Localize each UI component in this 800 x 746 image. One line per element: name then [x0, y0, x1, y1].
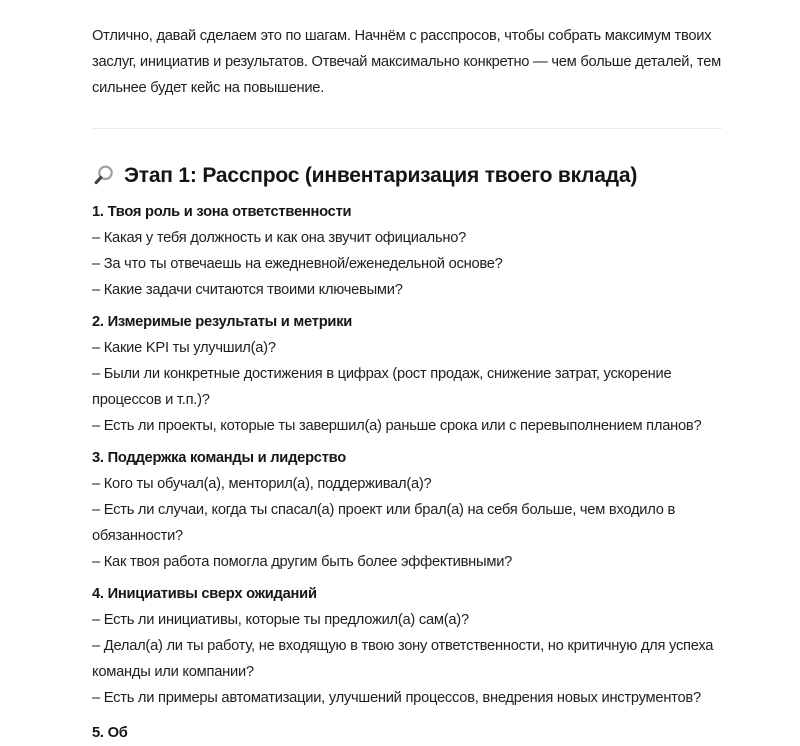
question-item: – Есть ли случаи, когда ты спасал(а) проект или брал(а) на себя больше, чем входило в обязанности? — [92, 502, 676, 544]
question-item: – Какие задачи считаются твоими ключевыми? — [92, 282, 403, 298]
stage-heading — [92, 161, 722, 190]
section-metrics — [92, 309, 722, 439]
question-item: – За что ты отвечаешь на ежедневной/еженедельной основе? — [92, 256, 503, 272]
intro-paragraph: Отлично, давай сделаем это по шагам. Начнём с расспросов, чтобы собрать максимум твоих заслуг, инициатив и результатов. Отвечай максимально конкретно — чем больше деталей, тем сильнее будет кейс на повышение. — [92, 28, 721, 96]
magnifier-icon — [92, 164, 115, 187]
section-initiatives — [92, 581, 722, 711]
question-item: – Кого ты обучал(а), менторил(а), поддерживал(а)? — [92, 476, 432, 492]
section-role — [92, 199, 722, 303]
question-item: – Были ли конкретные достижения в цифрах (рост продаж, снижение затрат, ускорение процессов и т.п.)? — [92, 366, 672, 408]
question-item: – Как твоя работа помогла другим быть более эффективными? — [92, 554, 513, 570]
question-list — [92, 471, 722, 575]
section-title: 2. Измеримые результаты и метрики — [92, 314, 353, 330]
question-list — [92, 607, 722, 711]
section-title: 4. Инициативы сверх ожиданий — [92, 586, 317, 602]
question-list — [92, 335, 722, 439]
stage-heading-text: Этап 1: Расспрос (инвентаризация твоего вклада) — [124, 164, 638, 187]
section-leadership — [92, 445, 722, 575]
question-item: – Делал(а) ли ты работу, не входящую в твою зону ответственности, но критичную для успеха команды или компании? — [92, 638, 714, 680]
question-item: – Есть ли проекты, которые ты завершил(а) раньше срока или с перевыполнением планов? — [92, 418, 702, 434]
question-item: – Какие KPI ты улучшил(а)? — [92, 340, 276, 356]
section-title: 3. Поддержка команды и лидерство — [92, 450, 346, 466]
section-divider — [92, 128, 722, 129]
question-item: – Есть ли инициативы, которые ты предложил(а) сам(а)? — [92, 612, 469, 628]
section-title: 1. Твоя роль и зона ответственности — [92, 204, 352, 220]
question-list — [92, 225, 722, 303]
section-title: 5. Об — [92, 725, 128, 741]
question-item: – Какая у тебя должность и как она звучит официально? — [92, 230, 467, 246]
question-item: – Есть ли примеры автоматизации, улучшений процессов, внедрения новых инструментов? — [92, 690, 701, 706]
